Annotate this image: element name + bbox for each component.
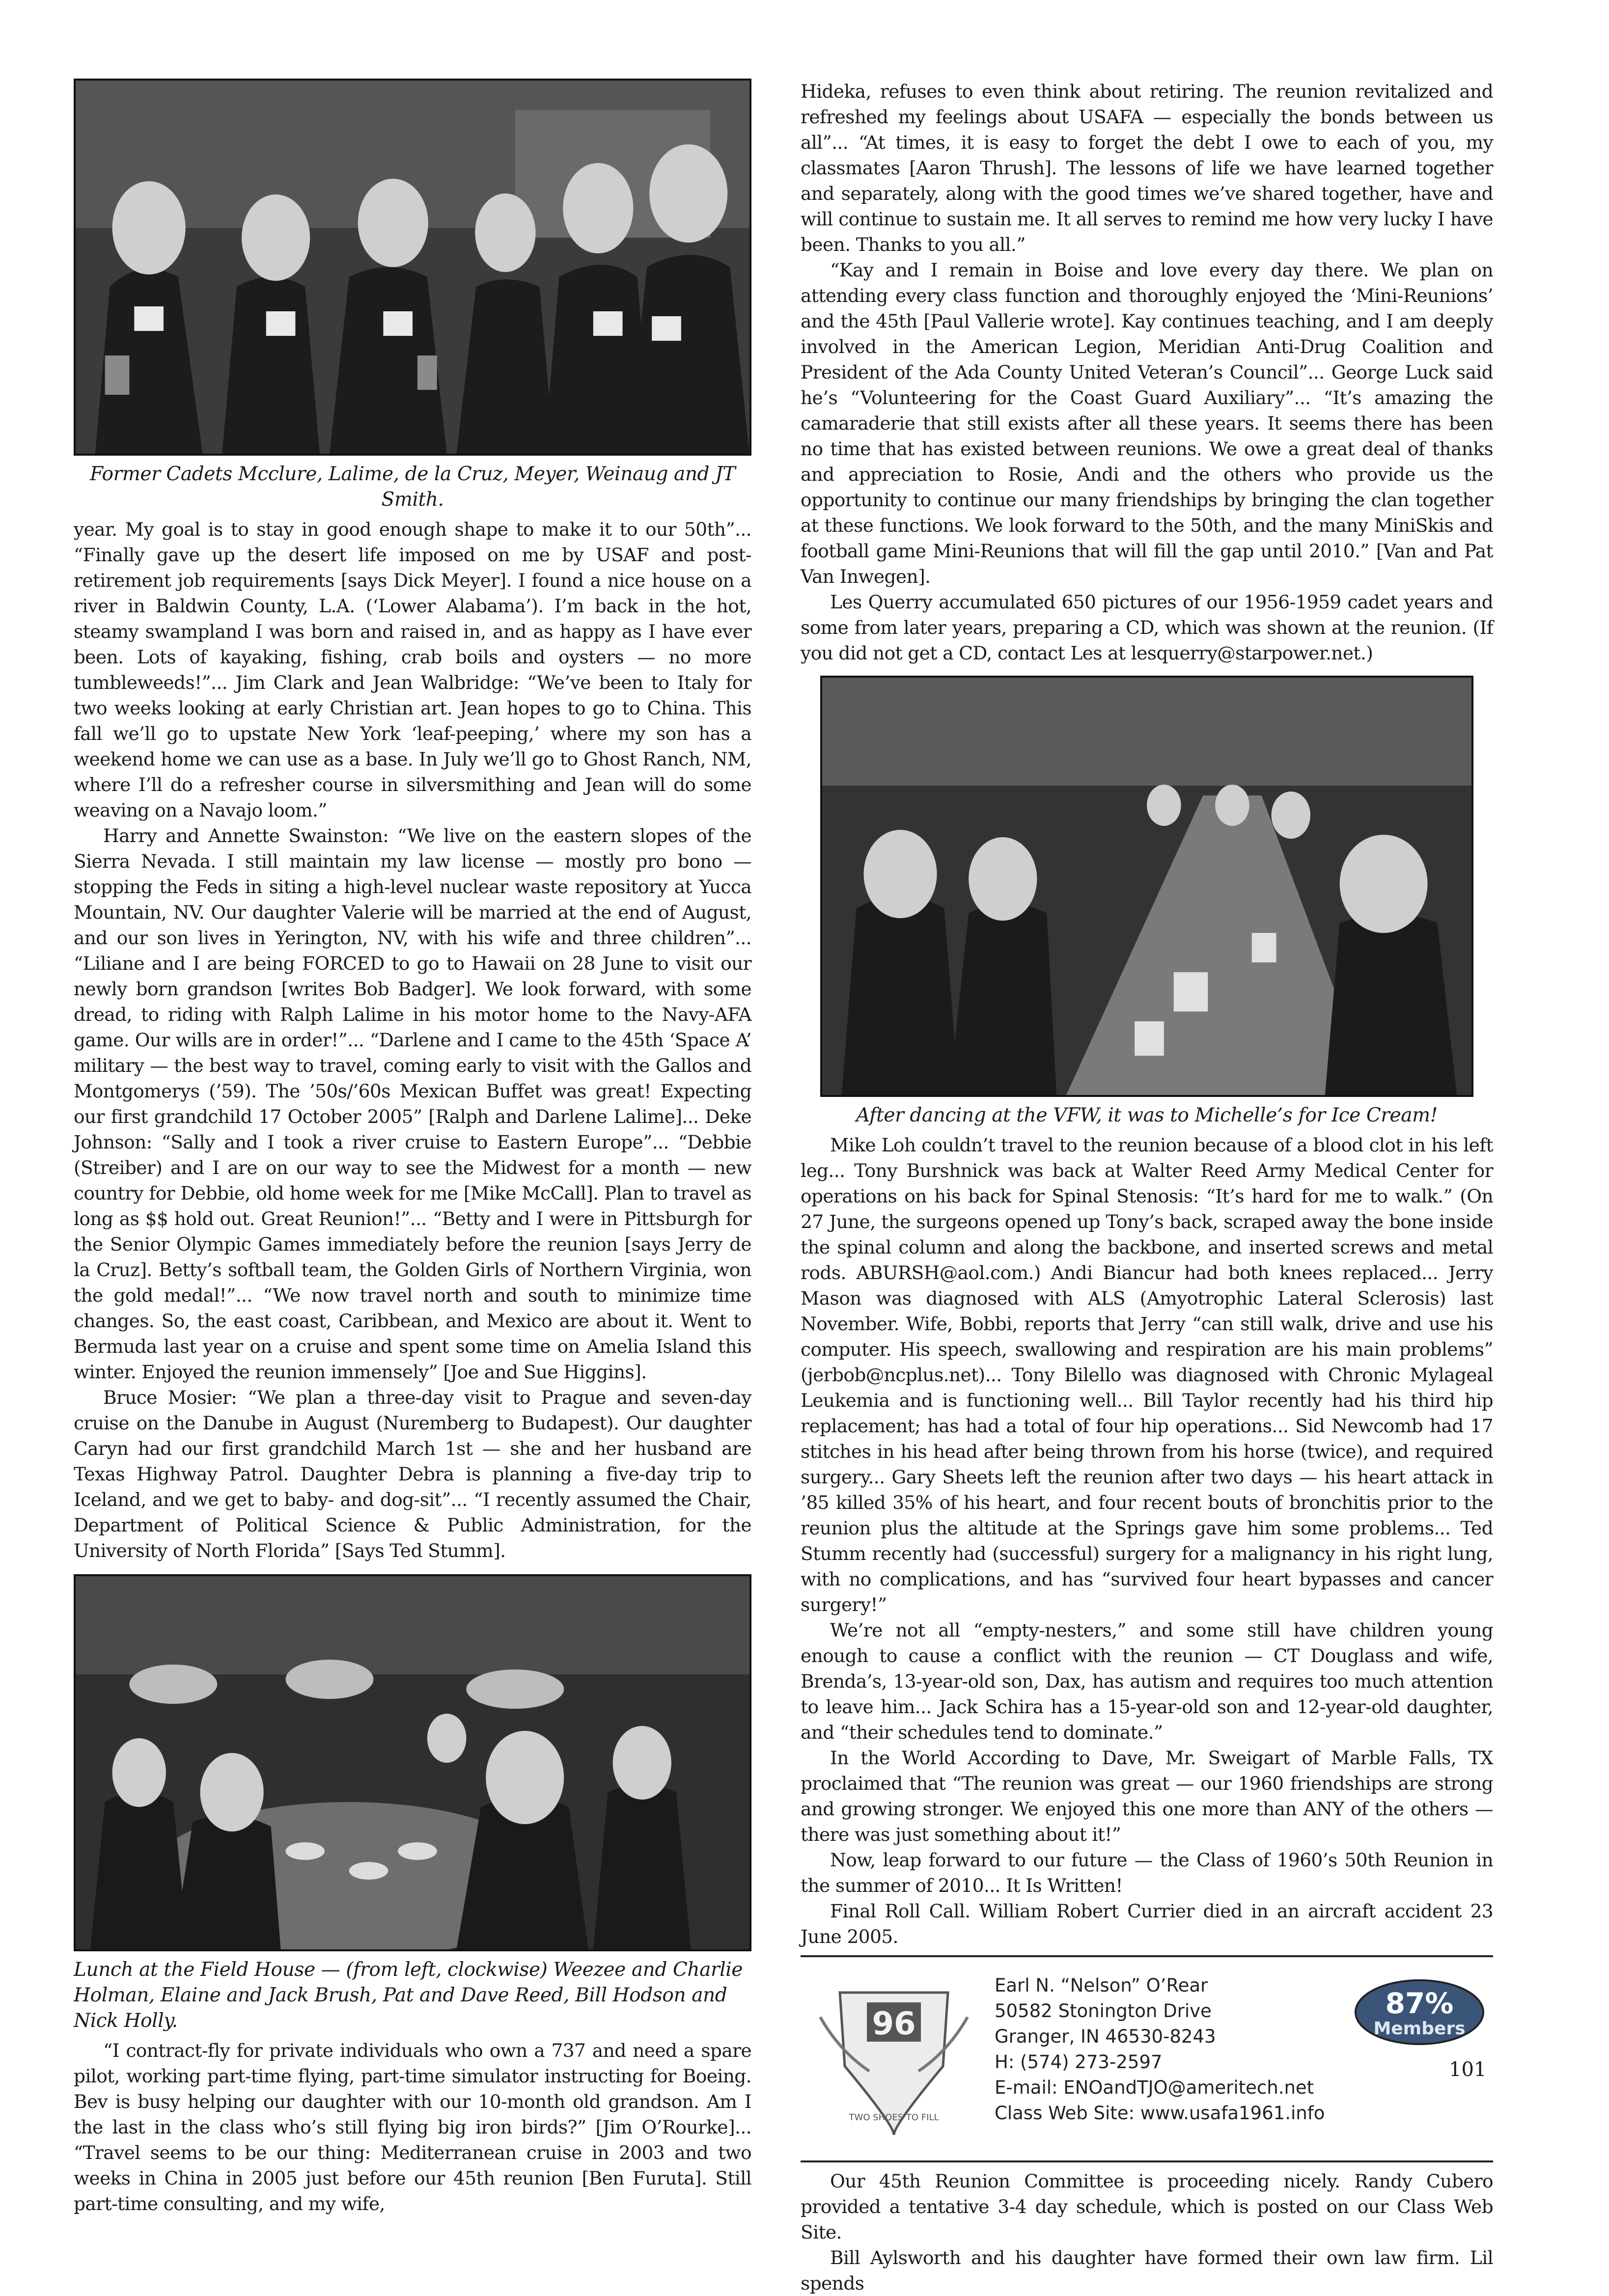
photo-ice-cream [820, 676, 1473, 1097]
class-crest-icon [810, 1973, 977, 2145]
left-paragraph-3: Bruce Mosier: “We plan a three-day visit to Prague and seven-day cruise on the Danube in August (Nuremberg to Budapest). Our daughter Caryn had our first grandchild March 1st — she and her husband are Texas Highway Patrol. Daughter Debra is planning a five-day trip to Iceland, and we get to baby- and dog-sit”... “I recently assumed the Chair, Department of Political Science & Public Administration, for the University of North Florida” [Says Ted Stumm]. [74, 1387, 751, 1561]
right-paragraph-2: “Kay and I remain in Boise and love every day there. We plan on attending every class function and thoroughly enjoyed the ‘Mini-Reunions’ and the 45th [Paul Vallerie wrote]. Kay continues teaching, and I am deeply involved in the American Legion, Meridian Anti-Drug Coalition and President of the Ada County United Veteran’s Council”... George Luck said he’s “Volunteering for the Coast Guard Auxiliary”... “It’s amazing the camaraderie that still exists after all these years. It seems there has been no time that has existed between reunions. We owe a great deal of thanks and appreciation to Rosie, Andi and the others who provide us the opportunity to continue our many friendships by bringing the clan together at these functions. We look forward to the 50th, and the many MiniSkis and football game Mini-Reunions that will fill the gap until 2010.” [Van and Pat Van Inwegen]. [801, 259, 1493, 587]
right-paragraph-6: In the World According to Dave, Mr. Sweigart of Marble Falls, TX proclaimed that “The reunion was great — our 1960 friendships are strong and growing stronger. We enjoyed this one more than ANY of the others — there was just something about it!” [801, 1747, 1493, 1845]
left-column [74, 79, 751, 2216]
contact-top-rule [801, 1955, 1493, 1957]
left-paragraph-2: Harry and Annette Swainston: “We live on the eastern slopes of the Sierra Nevada. I still maintain my law license — mostly pro bono — stopping the Feds in siting a high-level nuclear waste repository at Yucca Mountain, NV. Our daughter Valerie will be married at the end of August, and our son lives in Yerington, NV, with his wife and three children”... “Liliane and I are being FORCED to go to Hawaii on 28 June to visit our newly born grandson [writes Bob Badger]. We look forward, with some dread, to riding with Ralph Lalime in his motor home to the Navy-AFA game. Our wills are in order!”... “Darlene and I came to the 45th ‘Space A’ military — the best way to travel, coming early to visit with the Gallos and Montgomerys (’59). The ’50s/’60s Mexican Buffet was great! Expecting our first grandchild 17 October 2005” [Ralph and Darlene Lalime]... Deke Johnson: “Sally and I took a river cruise to Eastern Europe”... “Debbie (Streiber) and I are on our way to see the Midwest for a month — new country for Debbie, old home week for me [Mike McCall]. Plan to travel as long as $$ hold out. Great Reunion!”... “Betty and I were in Pittsburgh for the Senior Olympic Games immediately before the reunion [says Jerry de la Cruz]. Betty’s softball team, the Golden Girls of Northern Virginia, won the gold medal!”... “We now travel north and south to minimize time changes. So, the east coast, Caribbean, and Mexico are about it. Went to Bermuda last year on a cruise and spent some time on Amelia Island this winter. Enjoyed the reunion immensely” [Joe and Sue Higgins]. [74, 825, 751, 1383]
right-paragraph-5: We’re not all “empty-nesters,” and some still have children young enough to cause a conflict with the reunion — CT Douglass and wife, Brenda’s, 13-year-old son, Dax, has autism and requires too much attention to leave him... Jack Schira has a 15-year-old son and 12-year-old daughter, and “their schedules tend to dominate.” [801, 1619, 1493, 1743]
page-number: 101 [1449, 2058, 1487, 2081]
photo-ice-cream-image [822, 678, 1471, 1095]
membership-label: Members [1373, 2019, 1466, 2039]
contact-street: 50582 Stonington Drive [995, 2000, 1212, 2022]
left-paragraph-4: “I contract-fly for private individuals who own a 737 and need a spare pilot, working part-time flying, part-time simulator instructing for Boeing. Bev is busy helping our daughter with our 10-month old grandson. Am I the last in the class who’s still flying big iron birds?” [Jim O’Rourke]... “Travel seems to be our thing: Mediterranean cruise in 2003 and two weeks in China in 2005 just before our 45th reunion [Ben Furuta]. Still part-time consulting, and my wife, [74, 2040, 751, 2214]
right-paragraph-4: Mike Loh couldn’t travel to the reunion because of a blood clot in his left leg... Tony Burshnick was back at Walter Reed Army Medical Center for operations on his back for Spinal Stenosis: “It’s hard for me to walk.” (On 27 June, the surgeons opened up Tony’s back, scraped away the bone inside the spinal column and along the backbone, and inserted screws and metal rods. ABURSH@aol.com.) Andi Biancur had both knees replaced... Jerry Mason was diagnosed with ALS (Amyotrophic Lateral Sclerosis) last November. Wife, Bobbi, reports that Jerry “can still walk, drive and use his computer. His speech, swallowing and respiration are his main problems” (jerbob@ncplus.net)... Tony Bilello was diagnosed with Chronic Mylageal Leukemia and is functioning well... Bill Taylor recently had his third hip replacement; has had a total of four hip operations... Sid Newcomb had 17 stitches in his head after being thrown from his horse (twice), and required surgery... Gary Sheets left the reunion after two days — his heart attack in ’85 killed 35% of his heart, and four recent bouts of bronchitis prior to the reunion plus the altitude at the Springs gave him some problems... Ted Stumm recently had (successful) surgery for a malignancy in his right lung, with no complications, and has “survived four heart bypasses and cancer surgery!” [801, 1134, 1493, 1615]
right-paragraph-3: Les Querry accumulated 650 pictures of our 1956-1959 cadet years and some from later years, preparing a CD, which was shown at the reunion. (If you did not get a CD, contact Les at lesquerry@starpower.net.) [801, 591, 1493, 664]
right-column [801, 79, 1493, 2296]
contact-phone: H: (574) 273-2597 [995, 2051, 1163, 2073]
crest-number: 96 [872, 2006, 916, 2042]
right-paragraph-10: Bill Aylsworth and his daughter have formed their own law firm. Lil spends [801, 2247, 1493, 2294]
contact-details [995, 1973, 1325, 2126]
contact-city: Granger, IN 46530-8243 [995, 2026, 1216, 2047]
crest-motto: TWO SHOES TO FILL [849, 2112, 939, 2123]
left-paragraph-1: year. My goal is to stay in good enough shape to make it to our 50th”... “Finally gave up the desert life imposed on me by USAF and post-retirement job requirements [says Dick Meyer]. I found a nice house on a river in Baldwin County, L.A. (‘Lower Alabama’). I’m back in the hot, steamy swampland I was born and raised in, and as happy as I have ever been. Lots of kayaking, fishing, crab boils and oysters — no more tumbleweeds!”... Jim Clark and Jean Walbridge: “We’ve been to Italy for two weeks looking at early Christian art. Jean hopes to go to China. This fall we’ll go to upstate New York ‘leaf-peeping,’ where my son has a weekend home we can use as a base. In July we’ll go to Ghost Ranch, NM, where I’ll do a refresher course in silversmithing and Jean will do some weaving on a Navajo loom.” [74, 519, 751, 821]
photo-former-cadets-image [76, 81, 749, 454]
photo-former-cadets [74, 79, 751, 456]
right-paragraph-8: Final Roll Call. William Robert Currier died in an aircraft accident 23 June 2005. [801, 1900, 1493, 1947]
contact-website[interactable]: Class Web Site: www.usafa1961.info [995, 2103, 1325, 2124]
membership-percent: 87% [1385, 1987, 1454, 2020]
right-paragraph-1: Hideka, refuses to even think about retiring. The reunion revitalized and refreshed my feelings about USAFA — especially the bonds between us all”... “At times, it is easy to forget the debt I owe to each of you, my classmates [Aaron Thrush]. The lessons of life we have learned together and separately, along with the good times we’ve shared together, have and will continue to sustain me. It all serves to remind me how very lucky I have been. Thanks to you all.” [801, 81, 1493, 255]
contact-email[interactable]: E-mail: ENOandTJO@ameritech.net [995, 2077, 1314, 2098]
photo-field-house-image [76, 1576, 749, 1949]
photo-field-house-lunch [74, 1574, 751, 1951]
caption-former-cadets: Former Cadets Mcclure, Lalime, de la Cruz, Meyer, Weinaug and JT Smith. [90, 463, 735, 511]
contact-bottom-rule [801, 2160, 1493, 2162]
contact-name: Earl N. “Nelson” O’Rear [995, 1975, 1208, 1996]
caption-field-house-lunch: Lunch at the Field House — (from left, clockwise) Weezee and Charlie Holman, Elaine and Jack Brush, Pat and Dave Reed, Bill Hodson and Nick Holly. [74, 1959, 743, 2032]
right-paragraph-7: Now, leap forward to our future — the Class of 1960’s 50th Reunion in the summer of 2010... It Is Written! [801, 1849, 1493, 1896]
membership-badge [1353, 1978, 1486, 2047]
right-paragraph-9: Our 45th Reunion Committee is proceeding nicely. Randy Cubero provided a tentative 3-4 day schedule, which is posted on our Class Web Site. [801, 2170, 1493, 2243]
caption-ice-cream: After dancing at the VFW, it was to Michelle’s for Ice Cream! [856, 1104, 1438, 1126]
class-scribe-contact [801, 1963, 1493, 2155]
